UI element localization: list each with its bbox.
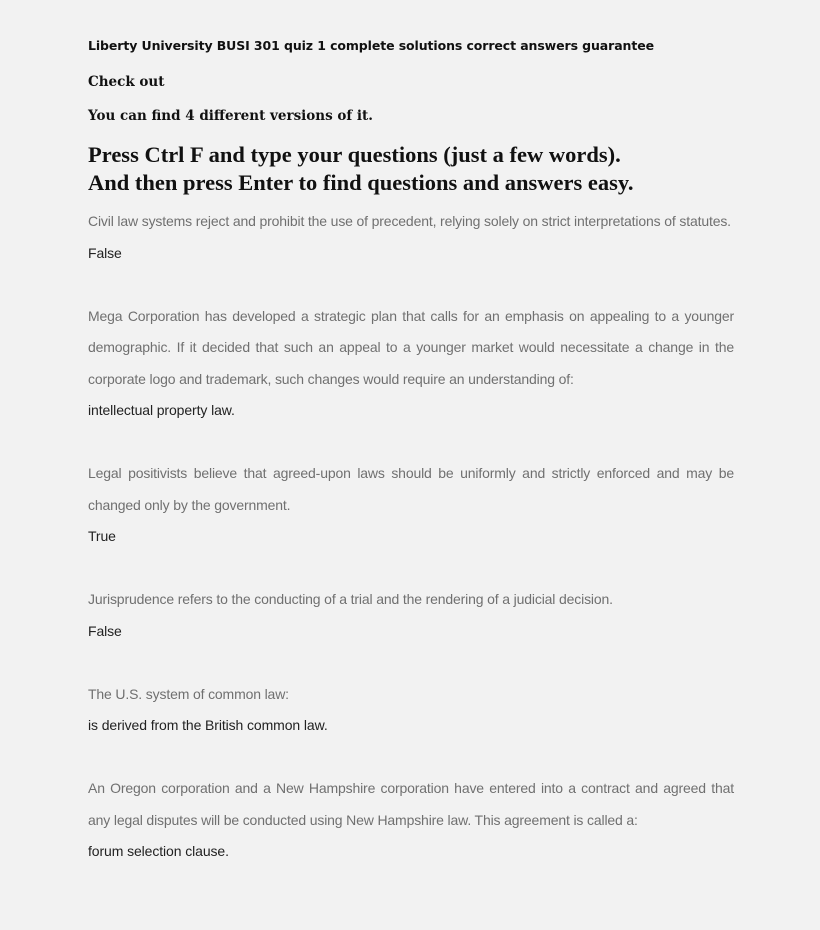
check-out-text: Check out: [88, 74, 165, 90]
document-title: Liberty University BUSI 301 quiz 1 complete solutions correct answers guarantee: [88, 38, 654, 53]
versions-note: You can find 4 different versions of it.: [88, 108, 373, 124]
answer-text: True: [88, 528, 116, 544]
question-text: Legal positivists believe that agreed-upon laws should be uniformly and strictly enforced and may be changed only by the government.: [88, 465, 734, 513]
answer-text: False: [88, 622, 122, 639]
answer-text: is derived from the British common law.: [88, 717, 328, 733]
instruction-line-1: Press Ctrl F and type your questions (just a few words).: [88, 142, 621, 167]
question-text: Civil law systems reject and prohibit the use of precedent, relying solely on strict interpretations of statutes.: [88, 213, 731, 229]
qa-item: [88, 301, 734, 427]
qa-item: [88, 773, 734, 868]
qa-item: [88, 458, 734, 553]
qa-item: [88, 206, 734, 269]
instruction-line-2: And then press Enter to find questions and answers easy.: [88, 170, 634, 195]
answer-text: forum selection clause.: [88, 843, 229, 859]
question-text: Jurisprudence refers to the conducting of a trial and the rendering of a judicial decision.: [88, 591, 613, 607]
question-text: An Oregon corporation and a New Hampshire corporation have entered into a contract and agreed that any legal disputes will be conducted using New Hampshire law. This agreement is called a:: [88, 780, 734, 828]
instruction-heading: [88, 141, 748, 197]
question-text: Mega Corporation has developed a strategic plan that calls for an emphasis on appealing to a younger demographic. If it decided that such an appeal to a younger market would necessitate a change in the corporate logo and trademark, such changes would require an understanding of:: [88, 307, 734, 387]
question-text: The U.S. system of common law:: [88, 685, 289, 702]
qa-item: [88, 679, 734, 742]
answer-text: intellectual property law.: [88, 402, 235, 418]
qa-item: [88, 584, 734, 647]
answer-text: False: [88, 244, 122, 261]
qa-list: [88, 206, 734, 899]
